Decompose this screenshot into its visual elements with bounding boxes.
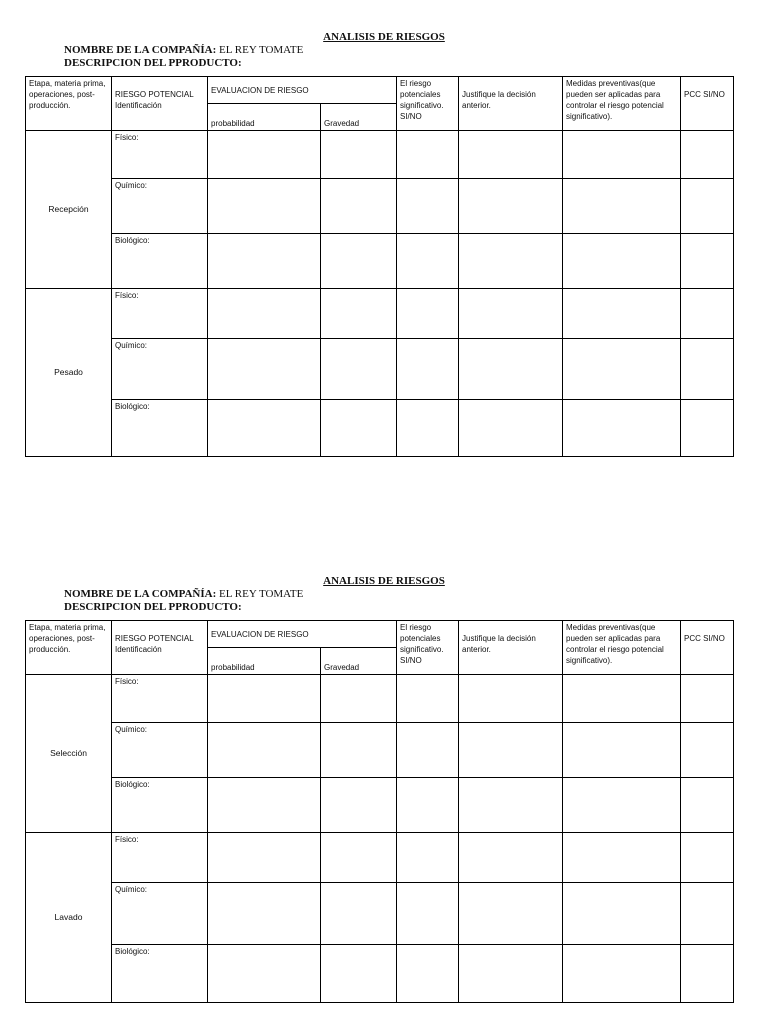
severity-cell[interactable]	[321, 675, 397, 723]
probability-cell[interactable]	[208, 778, 321, 833]
risk-table	[25, 76, 734, 457]
significant-cell[interactable]	[397, 675, 459, 723]
probability-cell[interactable]	[208, 945, 321, 1003]
header-significant: El riesgo potenciales significativo. SI/NO	[397, 621, 459, 675]
company-label: NOMBRE DE LA COMPAÑÍA:	[64, 44, 217, 56]
probability-cell[interactable]	[208, 289, 321, 339]
significant-cell[interactable]	[397, 723, 459, 778]
header-stage: Etapa, materia prima, operaciones, post-producción.	[26, 77, 112, 131]
pcc-cell[interactable]	[681, 675, 734, 723]
measures-cell[interactable]	[563, 289, 681, 339]
product-label: DESCRIPCION DEL PPRODUCTO:	[64, 57, 242, 69]
pcc-cell[interactable]	[681, 945, 734, 1003]
justify-cell[interactable]	[459, 723, 563, 778]
significant-cell[interactable]	[397, 778, 459, 833]
measures-cell[interactable]	[563, 234, 681, 289]
table-row	[26, 289, 734, 339]
stage-label: Lavado	[26, 833, 112, 1003]
header-measures: Medidas preventivas(que pueden ser aplicadas para controlar el riesgo potencial significativo).	[563, 77, 681, 131]
company-name: EL REY TOMATE	[219, 588, 304, 600]
severity-cell[interactable]	[321, 778, 397, 833]
table-row	[26, 833, 734, 883]
pcc-cell[interactable]	[681, 833, 734, 883]
severity-cell[interactable]	[321, 400, 397, 457]
pcc-cell[interactable]	[681, 179, 734, 234]
significant-cell[interactable]	[397, 131, 459, 179]
header-pcc: PCC SI/NO	[681, 621, 734, 675]
company-line	[64, 588, 303, 601]
probability-cell[interactable]	[208, 131, 321, 179]
probability-cell[interactable]	[208, 833, 321, 883]
probability-cell[interactable]	[208, 723, 321, 778]
section-title: ANALISIS DE RIESGOS	[323, 31, 445, 43]
justify-cell[interactable]	[459, 339, 563, 400]
product-line	[64, 601, 242, 614]
header-risk: RIESGO POTENCIAL Identificación	[112, 77, 208, 131]
severity-cell[interactable]	[321, 179, 397, 234]
measures-cell[interactable]	[563, 833, 681, 883]
header-probability: probabilidad	[208, 104, 321, 131]
significant-cell[interactable]	[397, 234, 459, 289]
risk-label: Biológico:	[112, 400, 208, 457]
pcc-cell[interactable]	[681, 131, 734, 179]
risk-label: Químico:	[112, 179, 208, 234]
measures-cell[interactable]	[563, 339, 681, 400]
pcc-cell[interactable]	[681, 339, 734, 400]
significant-cell[interactable]	[397, 400, 459, 457]
pcc-cell[interactable]	[681, 883, 734, 945]
stage-label: Pesado	[26, 289, 112, 457]
significant-cell[interactable]	[397, 945, 459, 1003]
measures-cell[interactable]	[563, 778, 681, 833]
table-row	[26, 400, 734, 457]
significant-cell[interactable]	[397, 339, 459, 400]
severity-cell[interactable]	[321, 723, 397, 778]
table-row	[26, 339, 734, 400]
severity-cell[interactable]	[321, 131, 397, 179]
significant-cell[interactable]	[397, 833, 459, 883]
header-justify: Justifique la decisión anterior.	[459, 77, 563, 131]
table-row	[26, 945, 734, 1003]
product-label: DESCRIPCION DEL PPRODUCTO:	[64, 601, 242, 613]
company-label: NOMBRE DE LA COMPAÑÍA:	[64, 588, 217, 600]
severity-cell[interactable]	[321, 883, 397, 945]
probability-cell[interactable]	[208, 883, 321, 945]
section-title: ANALISIS DE RIESGOS	[323, 575, 445, 587]
significant-cell[interactable]	[397, 883, 459, 945]
measures-cell[interactable]	[563, 723, 681, 778]
risk-label: Físico:	[112, 675, 208, 723]
header-pcc: PCC SI/NO	[681, 77, 734, 131]
table-row	[26, 723, 734, 778]
severity-cell[interactable]	[321, 945, 397, 1003]
header-probability: probabilidad	[208, 648, 321, 675]
measures-cell[interactable]	[563, 675, 681, 723]
risk-label: Biológico:	[112, 234, 208, 289]
justify-cell[interactable]	[459, 131, 563, 179]
severity-cell[interactable]	[321, 234, 397, 289]
justify-cell[interactable]	[459, 179, 563, 234]
severity-cell[interactable]	[321, 339, 397, 400]
table-row	[26, 778, 734, 833]
probability-cell[interactable]	[208, 234, 321, 289]
risk-label: Biológico:	[112, 945, 208, 1003]
severity-cell[interactable]	[321, 833, 397, 883]
measures-cell[interactable]	[563, 179, 681, 234]
measures-cell[interactable]	[563, 400, 681, 457]
significant-cell[interactable]	[397, 289, 459, 339]
risk-label: Químico:	[112, 339, 208, 400]
pcc-cell[interactable]	[681, 289, 734, 339]
table-row	[26, 675, 734, 723]
justify-cell[interactable]	[459, 833, 563, 883]
justify-cell[interactable]	[459, 883, 563, 945]
pcc-cell[interactable]	[681, 234, 734, 289]
risk-label: Físico:	[112, 289, 208, 339]
table-row	[26, 883, 734, 945]
probability-cell[interactable]	[208, 179, 321, 234]
header-measures: Medidas preventivas(que pueden ser aplicadas para controlar el riesgo potencial significativo).	[563, 621, 681, 675]
pcc-cell[interactable]	[681, 723, 734, 778]
stage-label: Selección	[26, 675, 112, 833]
table-row	[26, 131, 734, 179]
header-stage: Etapa, materia prima, operaciones, post-producción.	[26, 621, 112, 675]
risk-label: Físico:	[112, 833, 208, 883]
justify-cell[interactable]	[459, 400, 563, 457]
header-significant: El riesgo potenciales significativo. SI/NO	[397, 77, 459, 131]
header-justify: Justifique la decisión anterior.	[459, 621, 563, 675]
product-line	[64, 57, 242, 70]
header-severity: Gravedad	[321, 648, 397, 675]
risk-table	[25, 620, 734, 1003]
table-row	[26, 234, 734, 289]
risk-label: Químico:	[112, 883, 208, 945]
justify-cell[interactable]	[459, 945, 563, 1003]
significant-cell[interactable]	[397, 179, 459, 234]
risk-label: Físico:	[112, 131, 208, 179]
header-evaluation: EVALUACION DE RIESGO	[208, 77, 397, 104]
justify-cell[interactable]	[459, 234, 563, 289]
header-severity: Gravedad	[321, 104, 397, 131]
severity-cell[interactable]	[321, 289, 397, 339]
company-name: EL REY TOMATE	[219, 44, 304, 56]
probability-cell[interactable]	[208, 339, 321, 400]
table-row	[26, 179, 734, 234]
pcc-cell[interactable]	[681, 400, 734, 457]
justify-cell[interactable]	[459, 675, 563, 723]
measures-cell[interactable]	[563, 945, 681, 1003]
header-evaluation: EVALUACION DE RIESGO	[208, 621, 397, 648]
measures-cell[interactable]	[563, 883, 681, 945]
risk-label: Químico:	[112, 723, 208, 778]
stage-label: Recepción	[26, 131, 112, 289]
pcc-cell[interactable]	[681, 778, 734, 833]
measures-cell[interactable]	[563, 131, 681, 179]
justify-cell[interactable]	[459, 778, 563, 833]
company-line	[64, 44, 303, 57]
justify-cell[interactable]	[459, 289, 563, 339]
header-risk: RIESGO POTENCIAL Identificación	[112, 621, 208, 675]
probability-cell[interactable]	[208, 675, 321, 723]
risk-label: Biológico:	[112, 778, 208, 833]
probability-cell[interactable]	[208, 400, 321, 457]
